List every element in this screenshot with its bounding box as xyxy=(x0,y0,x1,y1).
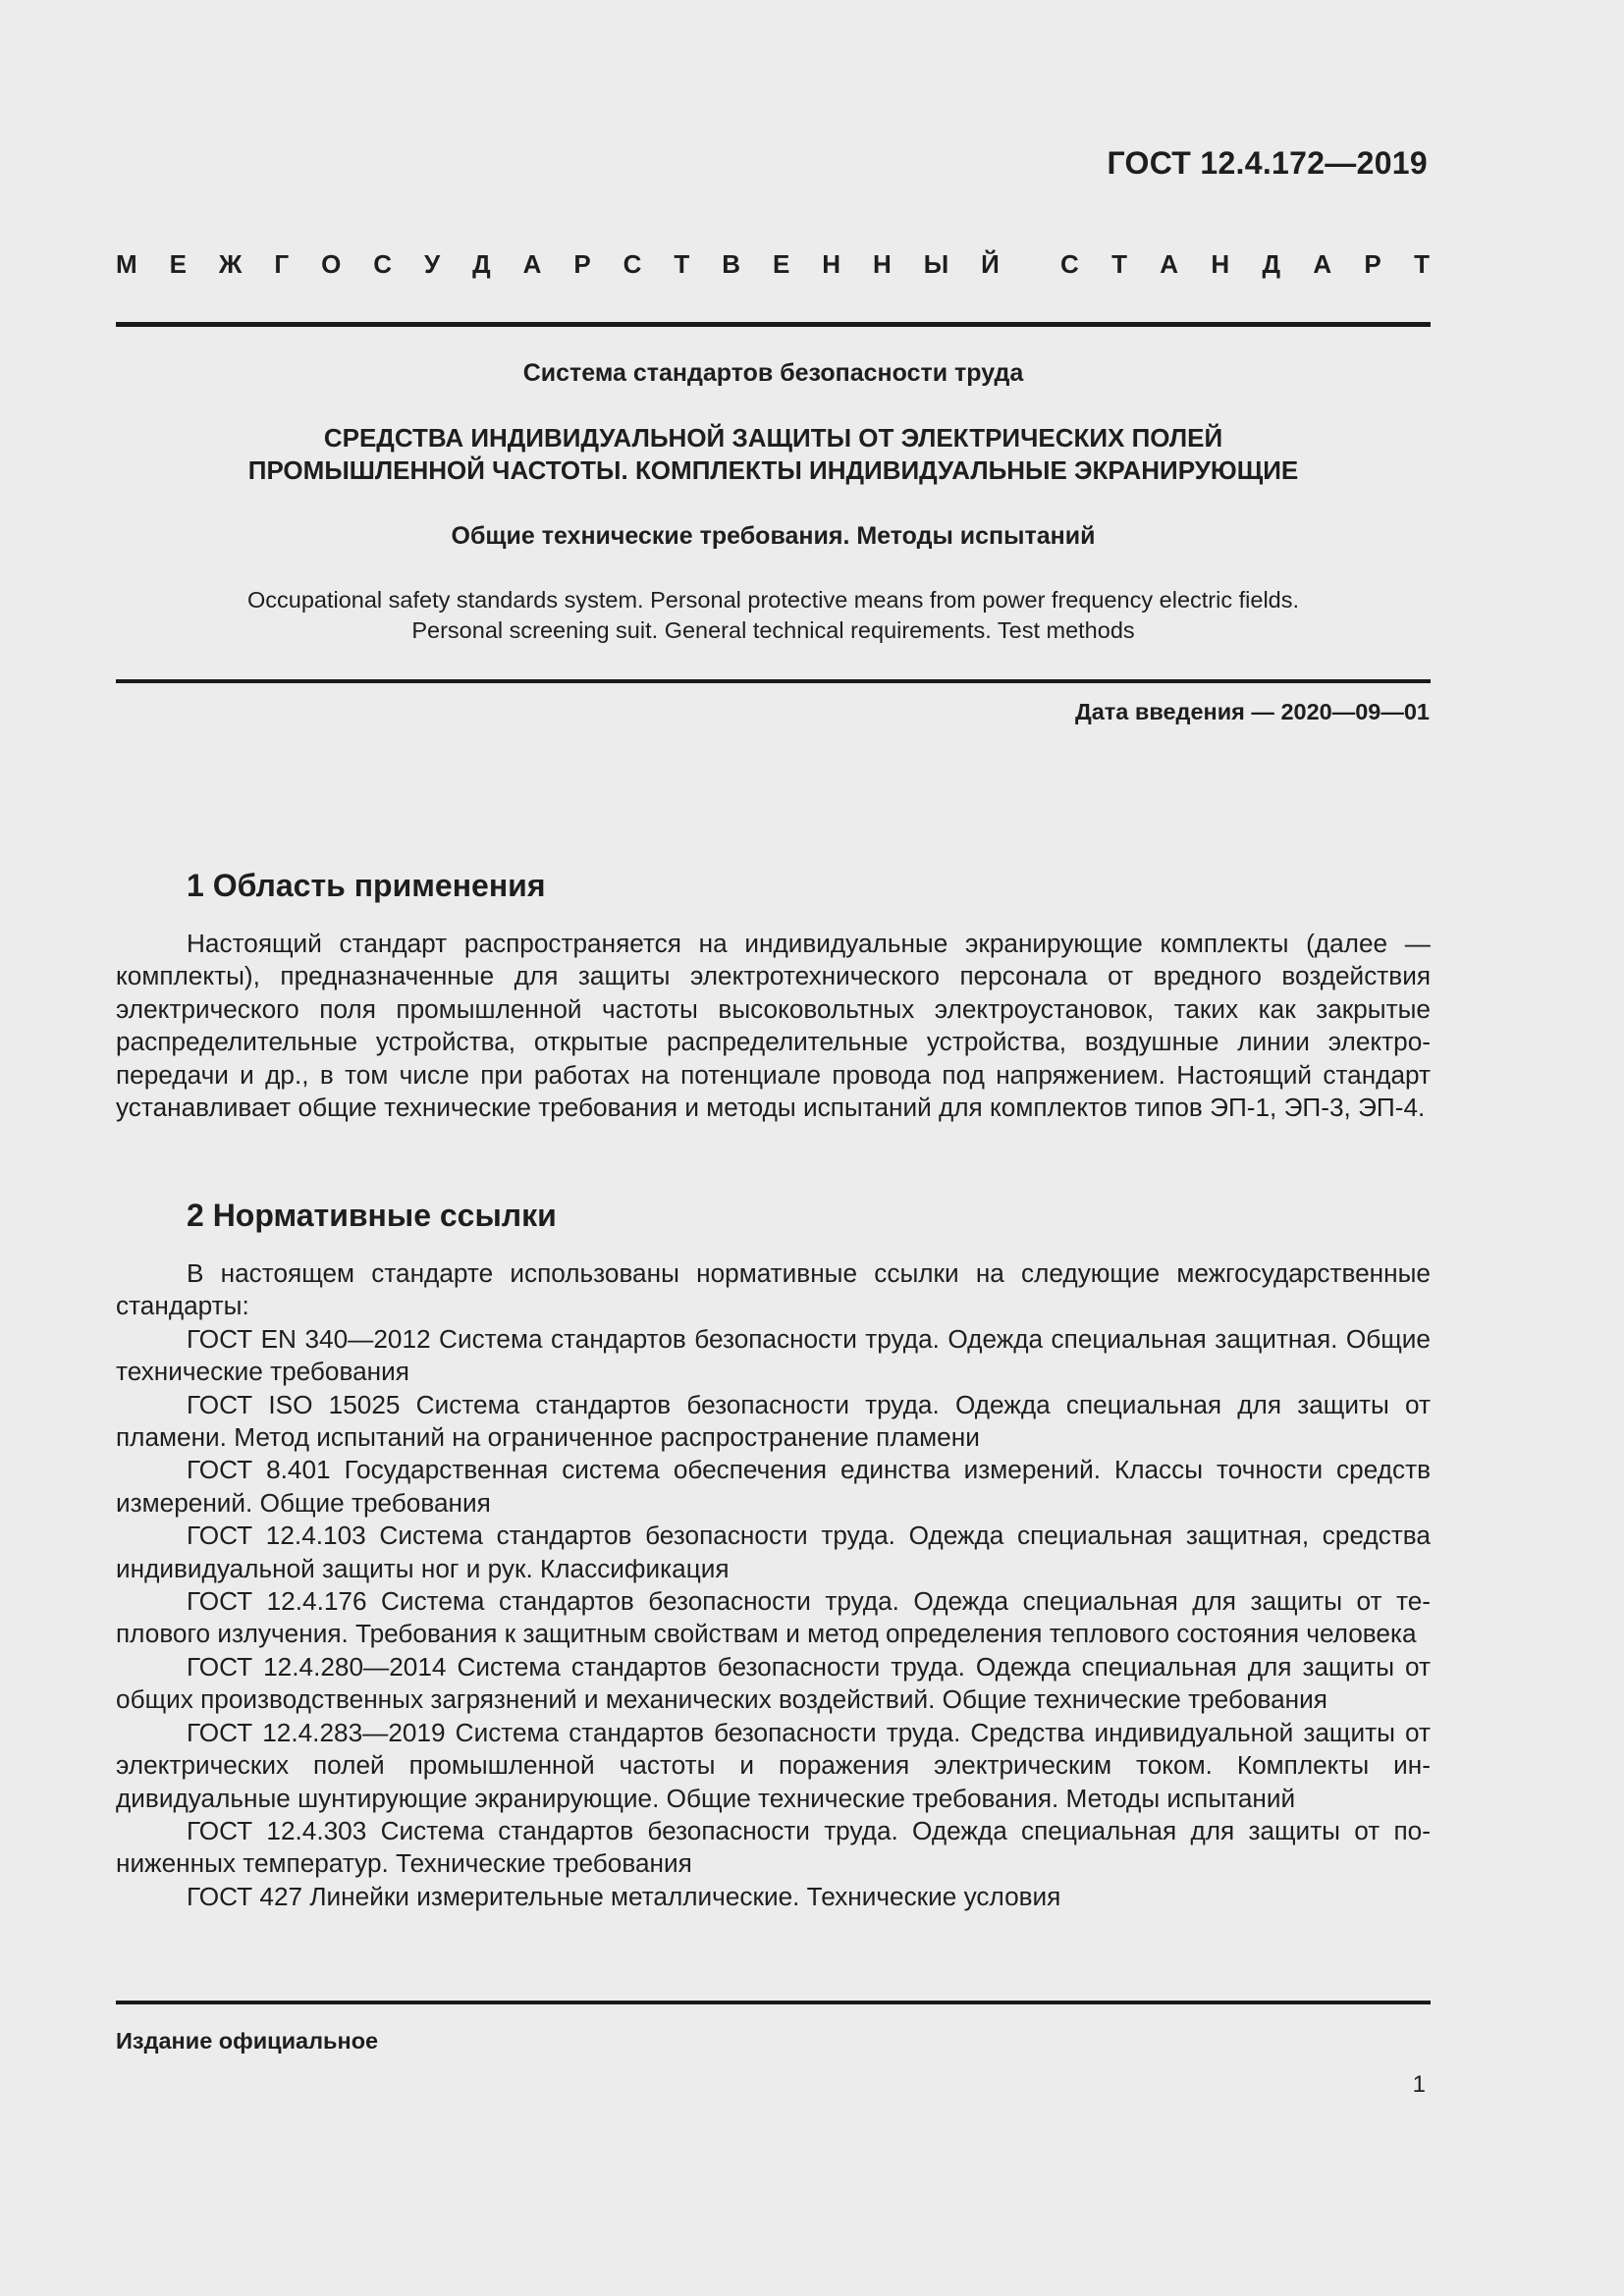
document-subtitle: Общие технические требования. Методы испытаний xyxy=(451,522,1096,550)
banner-letter: С xyxy=(623,249,642,279)
banner-letter: Т xyxy=(1414,249,1430,279)
banner-letter: Й xyxy=(981,249,1000,279)
document-title-line-1: СРЕДСТВА ИНДИВИДУАЛЬНОЙ ЗАЩИТЫ ОТ ЭЛЕКТРИЧЕСКИХ ПОЛЕЙ xyxy=(323,423,1223,453)
reference-item: ГОСТ ISO 15025 Система стандартов безопасности труда. Одежда специальная для защиты от пламени. Метод испытаний на ограниченное распространение пламени xyxy=(116,1389,1431,1453)
standards-system-label: Система стандартов безопасности труда xyxy=(522,359,1024,387)
interstate-standard-banner xyxy=(116,249,1430,280)
footer-divider xyxy=(116,2001,1431,2004)
reference-item: ГОСТ 427 Линейки измерительные металлические. Технические условия xyxy=(187,1881,1061,1911)
banner-letter: Е xyxy=(169,249,187,279)
banner-word-2 xyxy=(1060,249,1430,280)
banner-letter: Ы xyxy=(923,249,949,279)
banner-letter: Д xyxy=(1262,249,1281,279)
reference-item: ГОСТ 12.4.280—2014 Система стандартов безопасности труда. Одежда специальная для защиты от общих производственных загрязнений и механических воздействий. Общие технические требования xyxy=(116,1651,1431,1715)
section-2-body xyxy=(116,1257,1431,1913)
english-title xyxy=(116,585,1431,646)
document-title-line-2: ПРОМЫШЛЕННОЙ ЧАСТОТЫ. КОМПЛЕКТЫ ИНДИВИДУАЛЬНЫЕ ЭКРАНИРУЮЩИЕ xyxy=(247,455,1299,485)
banner-letter: О xyxy=(321,249,342,279)
banner-letter: Т xyxy=(674,249,690,279)
banner-letter: М xyxy=(116,249,137,279)
page-number: 1 xyxy=(1412,2071,1426,2098)
reference-item: ГОСТ 12.4.283—2019 Система стандартов безопасности труда. Средства индивидуальной защиты от электрических полей промышленной частоты и поражения электрическим током. Комплекты индивидуальные шунтирующие экранирующие. Общие технические требования. Методы испытаний xyxy=(116,1717,1431,1813)
banner-word-1 xyxy=(116,249,1000,280)
reference-item: ГОСТ 12.4.103 Система стандартов безопасности труда. Одежда специальная защитная, средства индивидуальной защиты ног и рук. Классификация xyxy=(116,1521,1431,1583)
banner-letter: Н xyxy=(873,249,892,279)
middle-divider xyxy=(116,679,1431,683)
banner-letter: А xyxy=(522,249,542,279)
top-divider xyxy=(116,322,1431,327)
banner-letter: Т xyxy=(1111,249,1127,279)
banner-letter: Е xyxy=(772,249,790,279)
reference-item: ГОСТ 12.4.303 Система стандартов безопасности труда. Одежда специальная для защиты от пониженных температур. Технические требования xyxy=(116,1815,1431,1879)
section-2-heading: 2 Нормативные ссылки xyxy=(187,1198,557,1233)
banner-letter: Д xyxy=(472,249,491,279)
banner-letter: В xyxy=(722,249,741,279)
banner-letter: Р xyxy=(573,249,591,279)
banner-letter: А xyxy=(1313,249,1332,279)
banner-letter: Г xyxy=(274,249,290,279)
reference-item: ГОСТ EN 340—2012 Система стандартов безопасности труда. Одежда специальная защитная. Общие технические требования xyxy=(116,1323,1431,1387)
section-1-body xyxy=(116,928,1431,1124)
section-1-paragraph: Настоящий стандарт распространяется на индивидуальные экранирующие комплекты (далее — комплекты), предназначенные для защиты электротехнического персонала от вредного воздействия электрического поля промышленной частоты высоковольтных электроустановок, таких как закрытые распределительные устройства, открытые распределительные устройства, воздушные линии электропередачи и др., в том числе при работах на потенциале провода под напряжением. Настоящий стандарт устанавливает общие технические требования и методы испытаний для комплектов типов ЭП-1, ЭП-3, ЭП-4. xyxy=(116,929,1431,1123)
banner-letter: У xyxy=(424,249,441,279)
english-title-line-2: Personal screening suit. General technical requirements. Test methods xyxy=(411,617,1135,643)
banner-letter: С xyxy=(373,249,393,279)
banner-letter: Н xyxy=(1211,249,1230,279)
official-edition-label: Издание официальное xyxy=(116,2028,379,2054)
references-intro: В настоящем стандарте использованы нормативные ссылки на следующие межгосударственные стандарты: xyxy=(116,1258,1431,1321)
english-title-line-1: Occupational safety standards system. Personal protective means from power frequency electric fields. xyxy=(246,587,1300,613)
banner-letter: Н xyxy=(822,249,841,279)
banner-letter: С xyxy=(1060,249,1079,279)
introduction-date: Дата введения — 2020—09—01 xyxy=(1074,699,1430,724)
banner-letter: Ж xyxy=(218,249,243,279)
document-title xyxy=(116,422,1431,487)
reference-item: ГОСТ 8.401 Государственная система обеспечения единства измерений. Классы точности средств измерений. Общие требования xyxy=(116,1455,1431,1518)
document-number: ГОСТ 12.4.172—2019 xyxy=(1107,145,1428,181)
banner-letter: А xyxy=(1160,249,1179,279)
banner-letter: Р xyxy=(1364,249,1381,279)
section-1-heading: 1 Область применения xyxy=(187,868,546,903)
reference-item: ГОСТ 12.4.176 Система стандартов безопасности труда. Одежда специальная для защиты от теплового излучения. Требования к защитным свойствам и метод определения теплового состояния человека xyxy=(116,1586,1431,1649)
